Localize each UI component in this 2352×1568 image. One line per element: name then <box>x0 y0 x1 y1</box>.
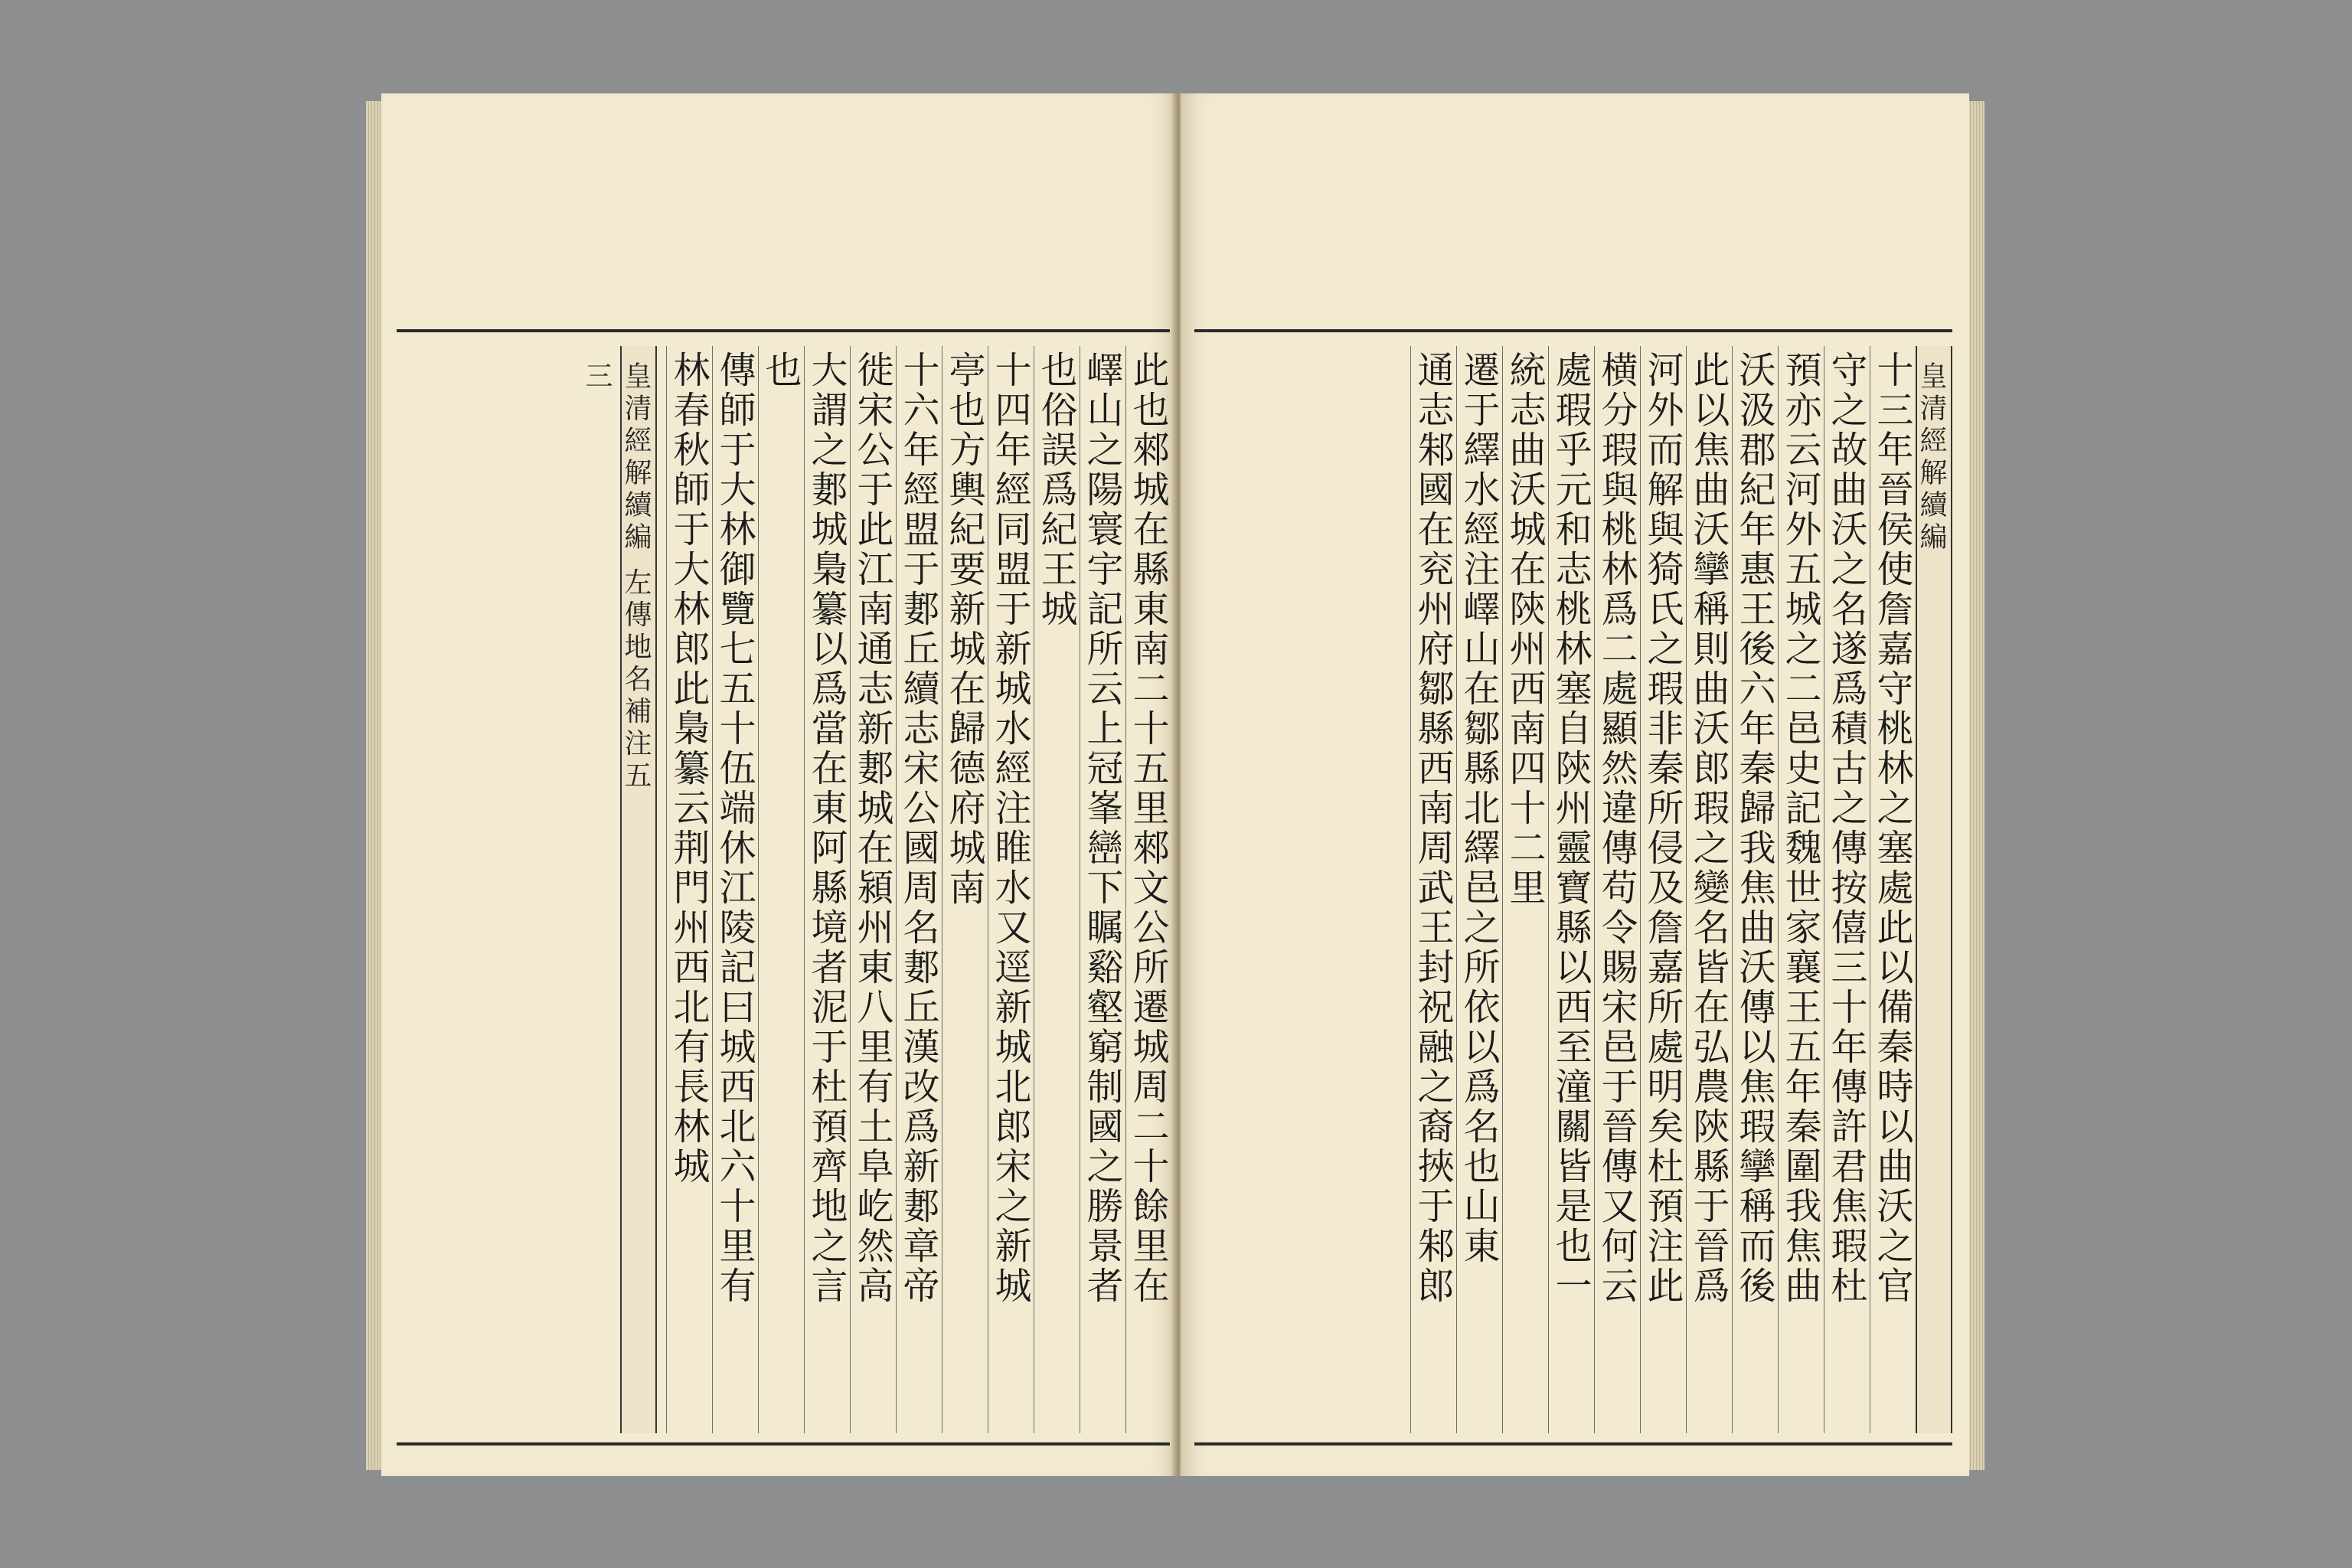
text-column: 沃汲郡紀年惠王後六年秦歸我焦曲沃傳以焦瑕攣稱而後 <box>1732 346 1776 1433</box>
text-column: 遷于繹水經注嶧山在鄒縣北繹邑之所依以爲名也山東 <box>1456 346 1501 1433</box>
leaf-number: 三 <box>581 361 612 394</box>
text-column: 守之故曲沃之名遂爲積古之傳按僖三十年傳許君焦瑕杜 <box>1824 346 1868 1433</box>
text-column: 嶧山之陽寰宇記所云上冠峯巒下瞩谿壑窮制國之勝景者 <box>1080 346 1124 1433</box>
text-column: 徙宋公于此江南通志新郪城在潁州東八里有土阜屹然高 <box>850 346 894 1433</box>
right-page <box>1181 93 1969 1476</box>
text-column: 統志曲沃城在陝州西南四十二里 <box>1502 346 1547 1433</box>
collection-title: 皇清經解續編 <box>1916 361 1947 554</box>
right-text-frame <box>1194 329 1952 1446</box>
text-column: 通志邾國在兖州府鄒縣西南周武王封祝融之裔挾于邾郎 <box>1410 346 1455 1433</box>
text-column: 十三年晉侯使詹嘉守桃林之塞處此以備秦時以曲沃之官 <box>1870 346 1914 1433</box>
left-text-frame <box>397 329 1170 1446</box>
page-margin-heading <box>1916 346 1952 1433</box>
text-column: 也 <box>758 346 802 1433</box>
text-column: 此也郲城在縣東南二十五里郲文公所遷城周二十餘里在 <box>1125 346 1170 1433</box>
text-column: 河外而解與猗氏之瑕非秦所侵及詹嘉所處明矣杜預注此 <box>1640 346 1684 1433</box>
text-column: 横分瑕與桃林爲二處顯然違傳苟令賜宋邑于晉傳又何云 <box>1594 346 1638 1433</box>
collection-title: 皇清經解續編 <box>620 361 652 554</box>
open-book <box>366 93 1984 1476</box>
page-margin-heading <box>581 346 657 1433</box>
text-column: 此以焦曲沃攣稱則曲沃郎瑕之變名皆在弘農陝縣于晉爲 <box>1686 346 1730 1433</box>
text-column: 亭也方輿紀要新城在歸德府城南 <box>942 346 986 1433</box>
text-column: 十六年經盟于郪丘續志宋公國周名郪丘漢改爲新郪章帝 <box>896 346 940 1433</box>
text-column: 預亦云河外五城之二邑史記魏世家襄王五年秦圍我焦曲 <box>1778 346 1822 1433</box>
text-column: 也俗誤爲紀王城 <box>1034 346 1078 1433</box>
text-column: 十四年經同盟于新城水經注睢水又逕新城北郎宋之新城 <box>988 346 1032 1433</box>
text-column: 傳師于大林御覽七五十伍端休江陵記曰城西北六十里有 <box>712 346 756 1433</box>
left-page <box>381 93 1178 1476</box>
text-column: 大謂之郪城梟纂以爲當在東阿縣境者泥于杜預齊地之言 <box>804 346 848 1433</box>
section-title: 左傳地名補注五 <box>620 567 652 793</box>
text-column: 林春秋師于大林郎此梟纂云荆門州西北有長林城 <box>666 346 710 1433</box>
text-column: 處瑕乎元和志桃林塞自陝州靈寶縣以西至潼關皆是也一 <box>1548 346 1592 1433</box>
